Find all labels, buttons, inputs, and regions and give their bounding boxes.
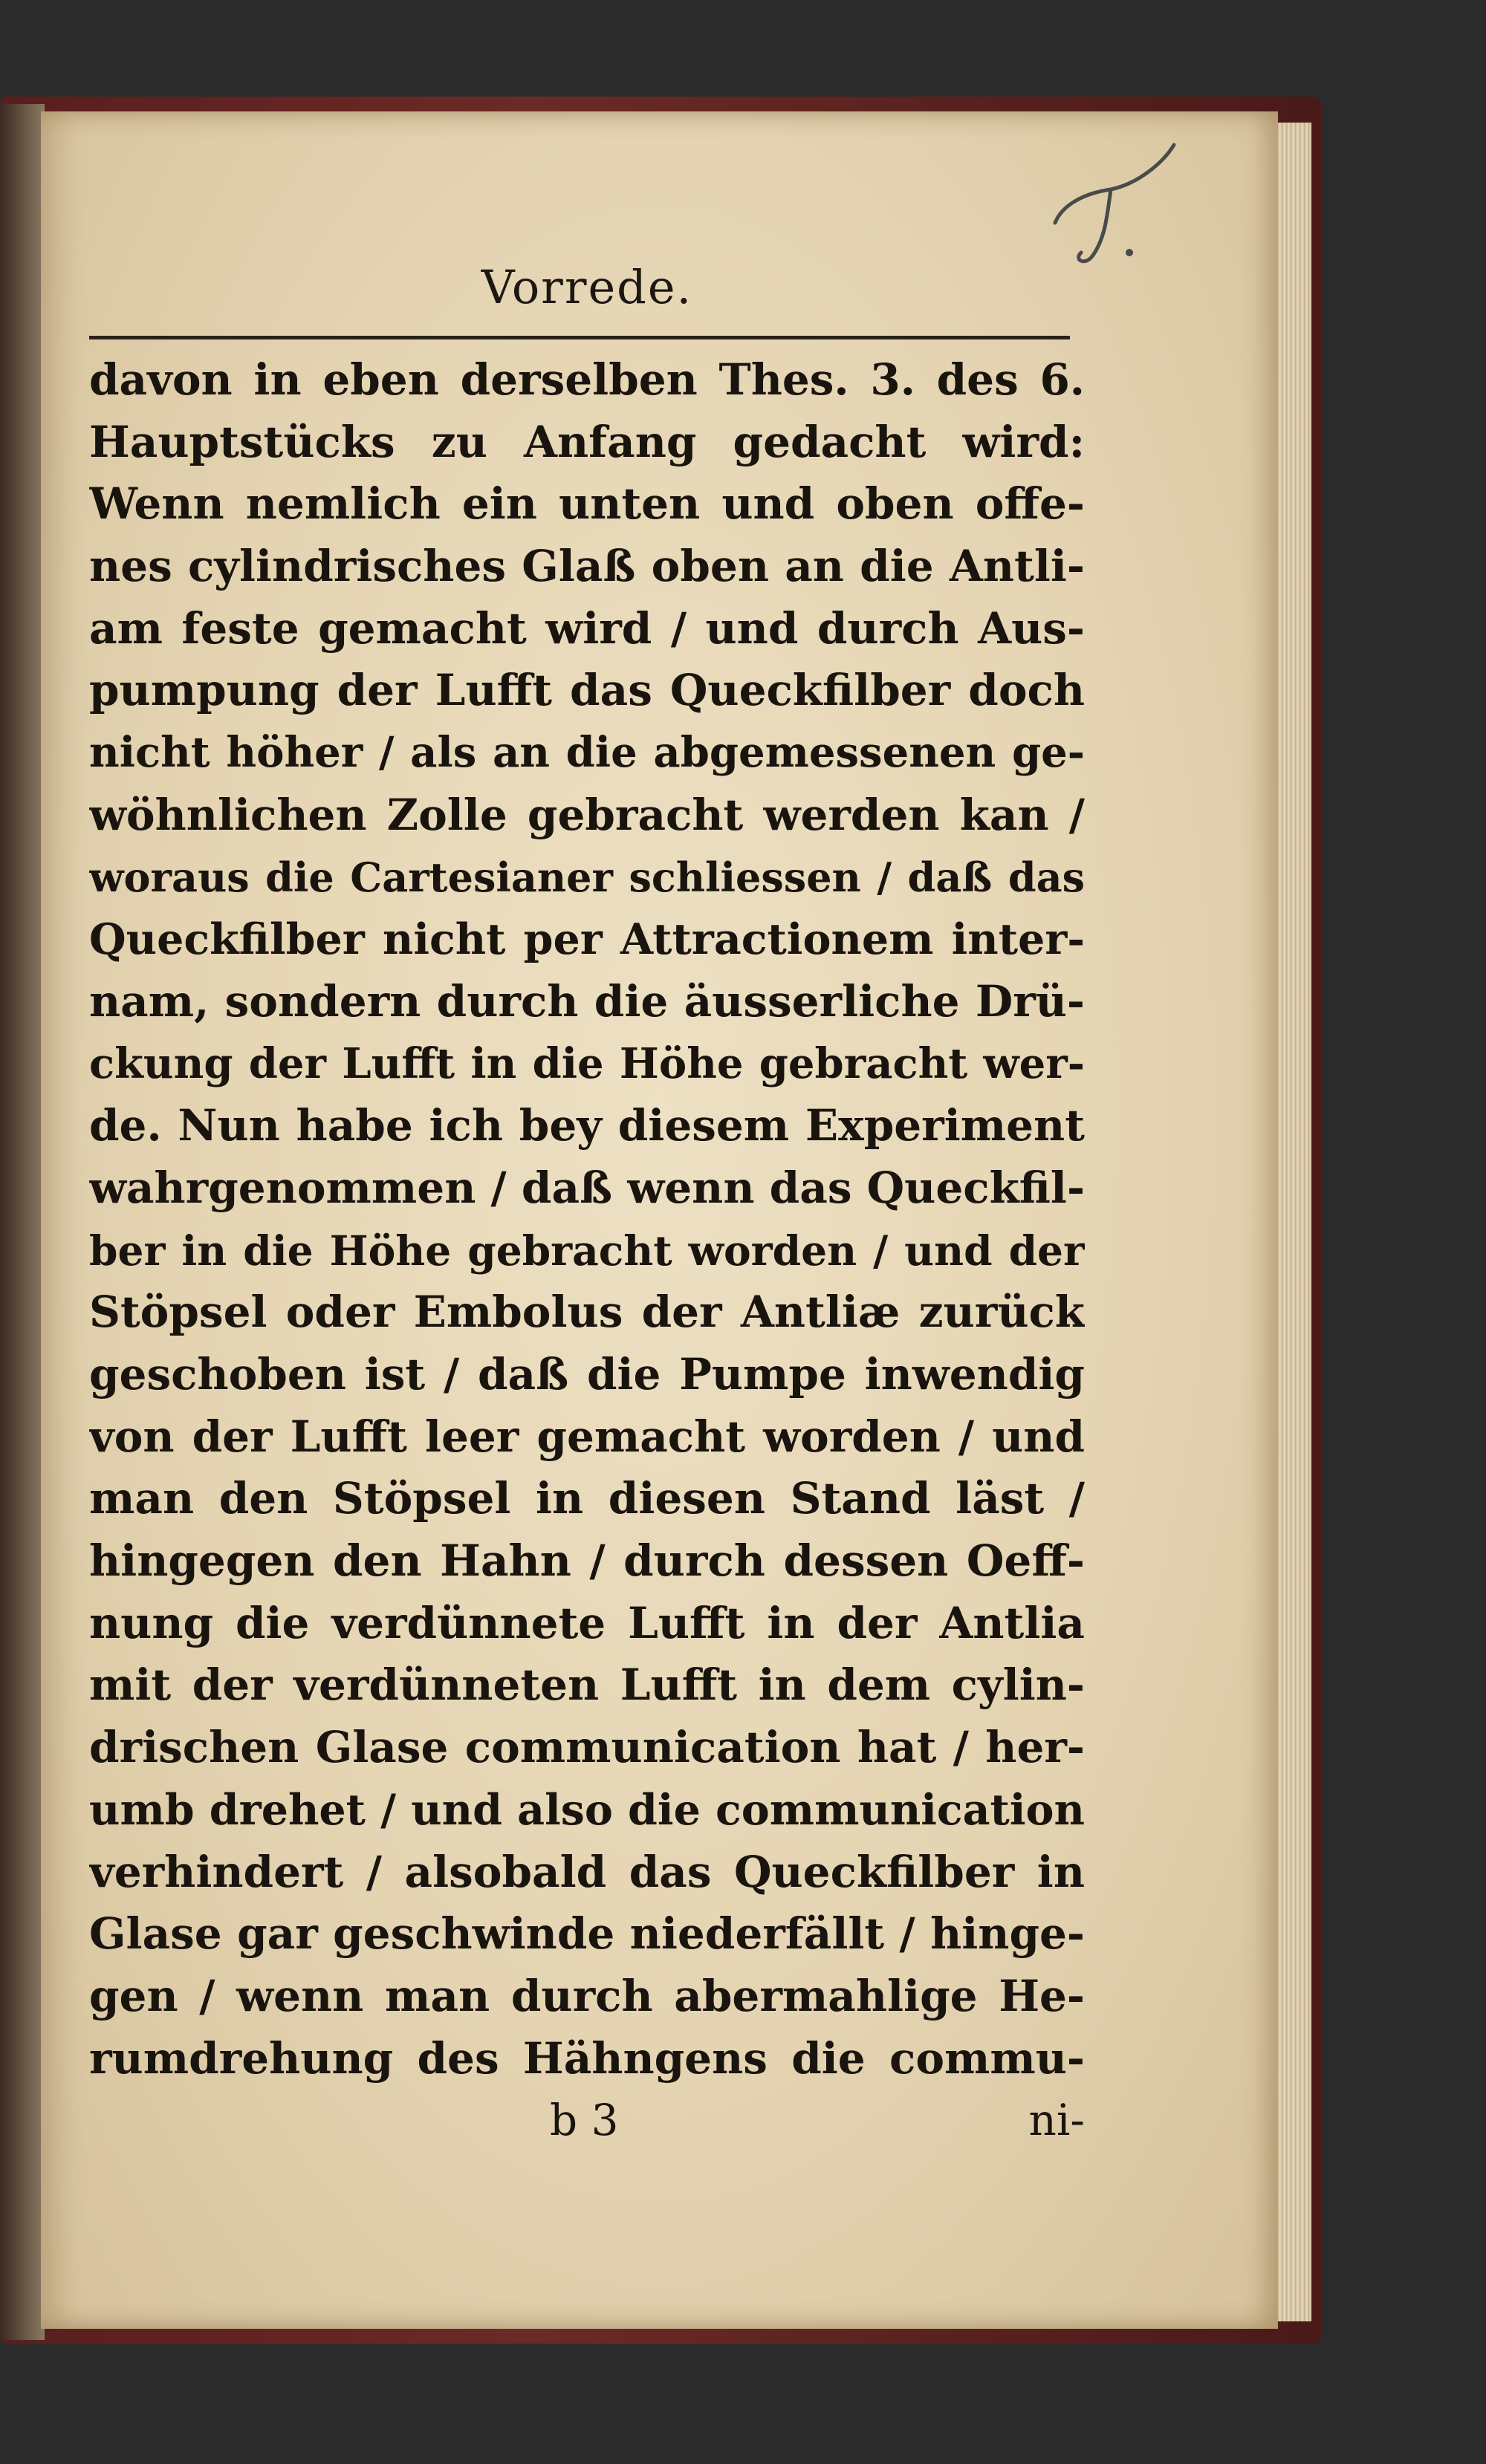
text-line: Glase gar geschwinde niederfällt / hinge- (89, 1908, 1085, 1960)
text-line: geschoben ist / daß die Pumpe inwendig (89, 1349, 1085, 1400)
text-line: ckung der Lufft in die Höhe gebracht wer- (89, 1038, 1085, 1088)
text-line: am feste gemacht wird / und durch Aus- (89, 602, 1085, 654)
text-line: Stöpsel oder Embolus der Antliæ zurück (89, 1287, 1085, 1338)
page-edges (1278, 123, 1311, 2321)
facing-page-edge (0, 104, 45, 2340)
text-line: Hauptstücks zu Anfang gedacht wird: (89, 416, 1085, 467)
text-line: wöhnlichen Zolle gebracht werden kan / (89, 789, 1085, 840)
body-text (89, 349, 1085, 2090)
text-line: mit der verdünneten Lufft in dem cylin- (89, 1660, 1085, 1711)
text-line: nes cylindrisches Glaß oben an die Antli- (89, 541, 1085, 592)
text-line: Queckfilber nicht per Attractionem inter- (89, 914, 1085, 965)
text-line: woraus die Cartesianer schliessen / daß das (89, 853, 1085, 901)
page-footer (89, 2095, 1085, 2154)
signature-mark: b 3 (550, 2095, 619, 2145)
pencil-annotation-mark (1040, 134, 1189, 275)
text-line: man den Stöpsel in diesen Stand läst / (89, 1473, 1085, 1524)
text-line: pumpung der Lufft das Queckfilber doch (89, 665, 1085, 716)
catchword: ni- (1028, 2095, 1085, 2145)
text-line: de. Nun habe ich bey diesem Experiment (89, 1100, 1085, 1151)
text-line: hingegen den Hahn / durch dessen Oeff- (89, 1535, 1085, 1587)
header-rule (89, 336, 1070, 339)
text-line: rumdrehung des Hähngens die commu- (89, 2032, 1085, 2084)
text-line: davon in eben derselben Thes. 3. des 6. (89, 354, 1085, 405)
text-line: verhindert / alsobald das Queckfilber in (89, 1846, 1085, 1897)
text-line: von der Lufft leer gemacht worden / und (89, 1411, 1085, 1462)
text-line: wahrgenommen / daß wenn das Queckfil- (89, 1162, 1085, 1213)
text-line: drischen Glase communication hat / her- (89, 1722, 1085, 1773)
text-line: nicht höher / als an die abgemessenen ge- (89, 728, 1085, 778)
text-line: ber in die Höhe gebracht worden / und der (89, 1226, 1085, 1275)
text-line: gen / wenn man durch abermahlige He- (89, 1970, 1085, 2021)
text-line: nam, sondern durch die äusserliche Drü- (89, 975, 1085, 1027)
text-line: nung die verdünnete Lufft in der Antlia (89, 1597, 1085, 1648)
text-line: umb drehet / und also die communication (89, 1784, 1085, 1835)
text-line: Wenn nemlich ein unten und oben offe- (89, 478, 1085, 530)
running-head: Vorrede. (481, 260, 693, 314)
